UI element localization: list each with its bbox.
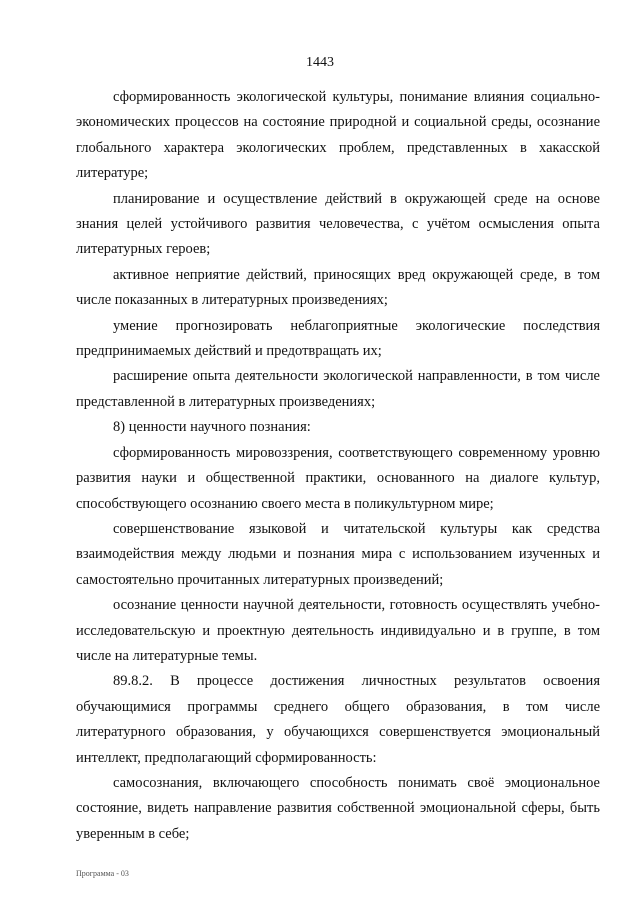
document-body bbox=[76, 85, 600, 847]
paragraph: осознание ценности научной деятельности, готовность осуществлять учебно-исследовательскую и проектную деятельность индивидуально и в группе, в том числе на литературные темы. bbox=[76, 597, 600, 664]
page-number: 1443 bbox=[306, 55, 334, 70]
paragraph: планирование и осуществление действий в окружающей среде на основе знания целей устойчивого развития человечества, с учётом осмысления опыта литературных героев; bbox=[76, 190, 600, 258]
paragraph: сформированность экологической культуры, понимание влияния социально-экономических процессов на состояние природной и социальной среды, осознание глобального характера экологических проблем, представленных в хакасской литературе; bbox=[76, 89, 600, 182]
paragraph: активное неприятие действий, приносящих вред окружающей среде, в том числе показанных в литературных произведениях; bbox=[76, 266, 600, 309]
paragraph: совершенствование языковой и читательской культуры как средства взаимодействия между людьми и познания мира с использованием изученных и самостоятельно прочитанных литературных произведений; bbox=[76, 520, 600, 588]
paragraph: умение прогнозировать неблагоприятные экологические последствия предпринимаемых действий и предотвращать их; bbox=[76, 317, 600, 360]
paragraph: расширение опыта деятельности экологической направленности, в том числе представленной в литературных произведениях; bbox=[76, 368, 600, 410]
paragraph: самосознания, включающего способность понимать своё эмоциональное состояние, видеть направление развития собственной эмоциональной сферы, быть уверенным в себе; bbox=[76, 774, 600, 842]
clause-paragraph: 89.8.2. В процессе достижения личностных результатов освоения обучающимися программы среднего общего образования, в том числе литературного образования, у обучающихся совершенствуется эмоциональный интеллект, предполагающий сформированность: bbox=[76, 673, 600, 766]
footer-label: Программа - 03 bbox=[76, 869, 129, 878]
section-heading: 8) ценности научного познания: bbox=[113, 419, 311, 436]
paragraph: сформированность мировоззрения, соответствующего современному уровню развития науки и общественной практики, основанного на диалоге культур, способствующего осознанию своего места в поликультурном мире; bbox=[76, 444, 600, 512]
